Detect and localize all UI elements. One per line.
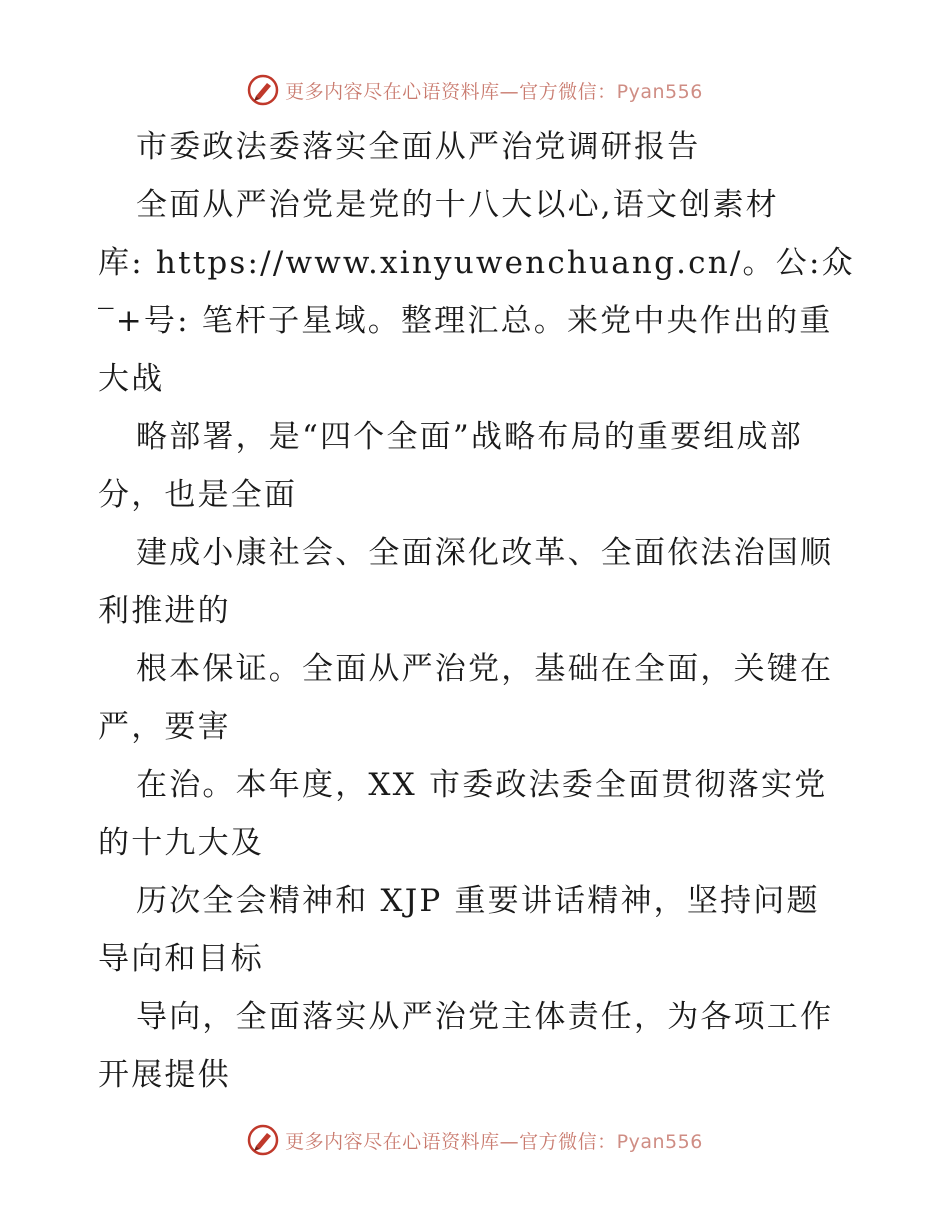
watermark-wechat-id: Pyan556: [616, 1130, 703, 1153]
watermark-wechat-id: Pyan556: [616, 80, 703, 103]
document-line: ‾+号: 笔杆子星域。整理汇总。来党中央作出的重: [98, 303, 833, 339]
watermark-label: 更多内容尽在心语资料库—官方微信：: [285, 1130, 617, 1153]
document-line: 市委政法委落实全面从严治党调研报告: [136, 129, 701, 165]
pen-logo-icon: [247, 1124, 279, 1156]
watermark-label: 更多内容尽在心语资料库—官方微信：: [285, 80, 617, 103]
header-watermark: [0, 70, 950, 110]
document-line: 在治。本年度，XX 市委政法委全面贯彻落实党: [136, 767, 828, 803]
document-line: 导向和目标: [98, 941, 264, 977]
document-body: [98, 118, 858, 1104]
footer-watermark: [0, 1120, 950, 1160]
document-line: 全面从严治党是党的十八大以心,语文创素材: [136, 187, 779, 223]
document-line: 分，也是全面: [98, 477, 298, 513]
document-line: 大战: [98, 361, 165, 397]
watermark-text: [285, 1127, 703, 1154]
document-line: 严，要害: [98, 709, 231, 745]
document-line: 利推进的: [98, 593, 231, 629]
document-line: 的十九大及: [98, 825, 264, 861]
document-line: 开展提供: [98, 1057, 231, 1093]
document-line: 略部署，是“四个全面”战略布局的重要组成部: [136, 419, 803, 455]
document-line: 建成小康社会、全面深化改革、全面依法治国顺: [136, 535, 834, 571]
document-line: 历次全会精神和 XJP 重要讲话精神，坚持问题: [136, 883, 820, 919]
pen-logo-icon: [247, 74, 279, 106]
document-line: 导向，全面落实从严治党主体责任，为各项工作: [136, 999, 834, 1035]
document-line: 根本保证。全面从严治党，基础在全面，关键在: [136, 651, 834, 687]
document-line: 库: https://www.xinyuwenchuang.cn/。公:众: [98, 245, 855, 281]
watermark-text: [285, 77, 703, 104]
